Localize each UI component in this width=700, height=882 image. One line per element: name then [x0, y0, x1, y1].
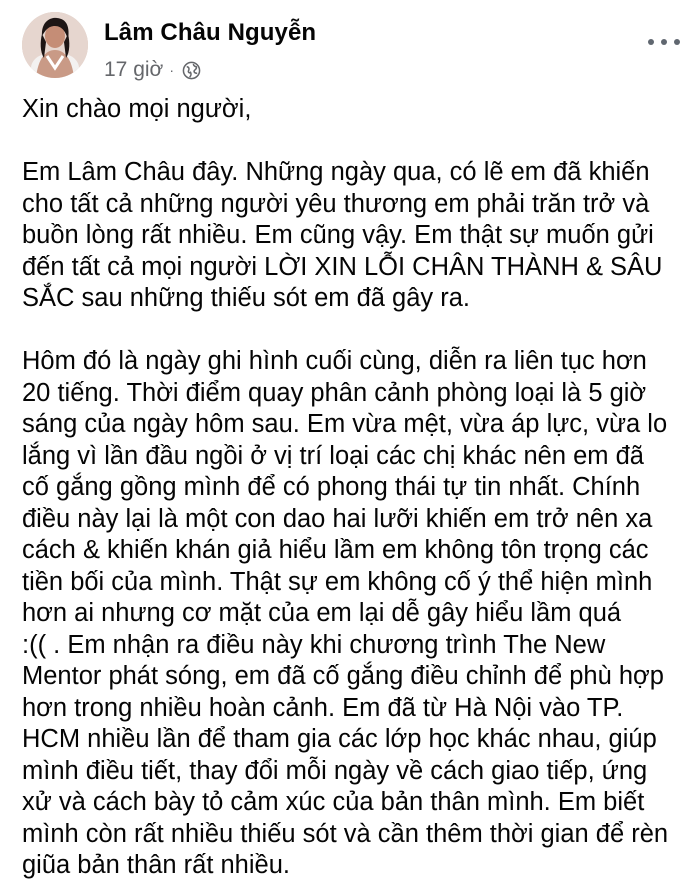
avatar[interactable] — [22, 12, 88, 78]
post-text — [22, 94, 694, 882]
globe-icon — [182, 61, 201, 80]
post-time[interactable]: 17 giờ — [104, 58, 164, 81]
post-text-line: HCM nhiều lần để tham gia các lớp học khác nhau, giúp — [22, 725, 657, 753]
post-text-line: SẮC sau những thiếu sót em đã gây ra. — [22, 284, 470, 312]
post-text-line: xử và cách bày tỏ cảm xúc của bản thân mình. Em biết — [22, 788, 645, 816]
post-text-line: lắng vì lần đầu ngồi ở vị trí loại các chị khác nên em đã — [22, 441, 644, 470]
post-text-line: Mentor phát sóng, em đã cố gắng điều chỉnh để phù hợp — [22, 662, 664, 690]
avatar-image — [22, 12, 88, 78]
post-text-line: mình còn rất nhiều thiếu sót và cần thêm thời gian để rèn — [22, 819, 669, 848]
author-name[interactable]: Lâm Châu Nguyễn — [104, 19, 317, 46]
post-paragraph — [22, 94, 694, 126]
post-paragraph — [22, 346, 694, 882]
post-text-line: tiền bối của mình. Thật sự em không cố ý thể hiện mình — [22, 567, 653, 596]
post-meta — [104, 58, 201, 82]
post-text-line: điều này lại là một con dao hai lưỡi khiến em trở nên xa — [22, 504, 653, 533]
post-text-line: 20 tiếng. Thời điểm quay phân cảnh phòng loại là 5 giờ — [22, 378, 647, 407]
post-text-line: cách & khiến khán giả hiểu lầm em không tôn trọng các — [22, 536, 649, 564]
paragraph-gap — [22, 126, 694, 158]
post-text-line: cho tất cả những người yêu thương em phải trăn trở và — [22, 189, 650, 218]
post-text-line: đến tất cả mọi người LỜI XIN LỖI CHÂN THÀNH & SÂU — [22, 252, 663, 281]
post-text-line: Xin chào mọi người, — [22, 95, 252, 123]
post-header — [22, 12, 682, 82]
post-text-line: :(( . Em nhận ra điều này khi chương trình The New — [22, 630, 606, 659]
post-text-line: hơn trong nhiều hoàn cảnh. Em đã từ Hà Nội vào TP. — [22, 693, 624, 722]
post-text-line: Em Lâm Châu đây. Những ngày qua, có lẽ em đã khiến — [22, 158, 650, 186]
meta-separator: · — [169, 62, 174, 78]
post-text-line: giũa bản thân rất nhiều. — [22, 851, 290, 879]
post-paragraph — [22, 157, 694, 315]
post-text-line: sáng của ngày hôm sau. Em vừa mệt, vừa áp lực, vừa lo — [22, 410, 668, 438]
post-text-line: cố gắng gồng mình để có phong thái tự tin nhất. Chính — [22, 473, 641, 501]
post-text-line: hơn ai nhưng cơ mặt của em lại dễ gây hiểu lầm quá — [22, 599, 622, 627]
post-text-line: mình điều tiết, thay đổi mỗi ngày về cách giao tiếp, ứng — [22, 756, 648, 785]
post-text-line: Hôm đó là ngày ghi hình cuối cùng, diễn ra liên tục hơn — [22, 347, 647, 375]
post-text-line: buồn lòng rất nhiều. Em cũng vậy. Em thật sự muốn gửi — [22, 221, 654, 249]
more-options-icon[interactable] — [648, 34, 682, 50]
paragraph-gap — [22, 315, 694, 347]
